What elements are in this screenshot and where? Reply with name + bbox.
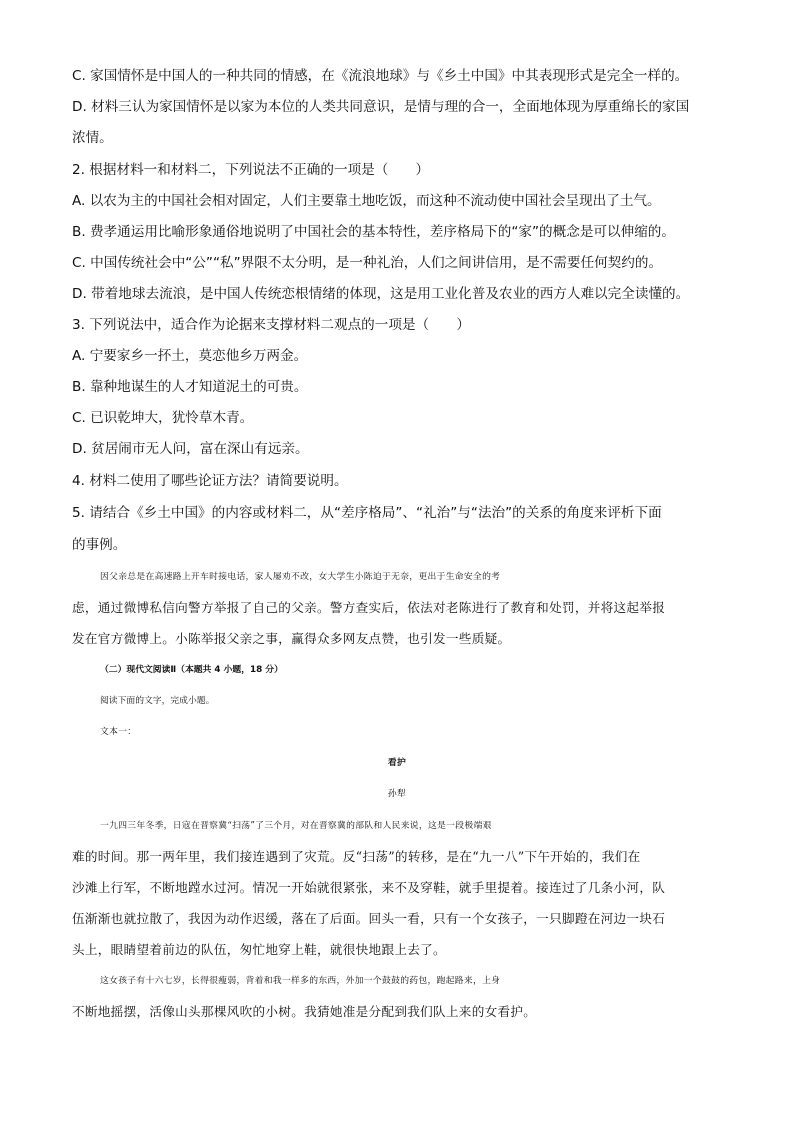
q2-option-d: D. 带着地球去流浪，是中国人传统恋根情绪的体现，这是用工业化普及农业的西方人难以完全读懂的。: [72, 286, 690, 302]
case-paragraph-line: 因父亲总是在高速路上开车时接电话，家人屡劝不改，女大学生小陈迫于无奈，更出于生命安全的考: [100, 572, 501, 582]
q1-option-d-cont: 浓情。: [72, 130, 113, 146]
case-paragraph-line: 发在官方微博上。小陈举报父亲之事，赢得众多网友点赞，也引发一些质疑。: [72, 631, 511, 646]
q3-stem: 3. 下列说法中，适合作为论据来支撑材料二观点的一项是（ ）: [72, 317, 470, 333]
article-paragraph-line: 难的时间。那一两年里，我们接连遇到了灾荒。反“扫荡”的转移，是在“九一八”下午开始的，我们在: [72, 849, 641, 864]
article-paragraph-line: 不断地摇摆，活像山头那棵风吹的小树。我猜她准是分配到我们队上来的女看护。: [72, 1004, 537, 1019]
article-author: 孙犁: [387, 789, 407, 799]
section-heading: （二）现代文阅读Ⅱ（本题共 4 小题，18 分）: [100, 665, 283, 675]
q1-option-d: D. 材料三认为家国情怀是以家为本位的人类共同意识，是情与理的合一，全面地体现为厚重绵长的家国: [72, 99, 690, 115]
article-paragraph-line: 伍渐渐也就拉散了，我因为动作迟缓，落在了后面。回头一看，只有一个女孩子，一只脚蹬在河边一块石: [72, 911, 666, 926]
section-instruction: 阅读下面的文字，完成小题。: [100, 696, 215, 706]
article-paragraph-line: 沙滩上行军，不断地蹚水过河。情况一开始就很紧张，来不及穿鞋，就手里提着。接连过了几条小河，队: [72, 880, 666, 895]
q2-option-a: A. 以农为主的中国社会相对固定，人们主要靠土地吃饭，而这种不流动使中国社会呈现出了土气。: [72, 193, 661, 209]
q5-stem-cont: 的事例。: [72, 537, 127, 553]
case-paragraph-line: 虑，通过微博私信向警方举报了自己的父亲。警方查实后，依法对老陈进行了教育和处罚，并将这起举报: [72, 600, 666, 615]
q3-option-b: B. 靠种地谋生的人才知道泥土的可贵。: [72, 379, 308, 395]
article-paragraph-line: 头上，眼睛望着前边的队伍，匆忙地穿上鞋，就很快地跟上去了。: [72, 942, 446, 957]
article-title: 看护: [387, 758, 407, 768]
q2-stem: 2. 根据材料一和材料二，下列说法不正确的一项是（ ）: [72, 162, 430, 178]
q3-option-d: D. 贫居闹市无人问，富在深山有远亲。: [72, 441, 309, 457]
q3-option-a: A. 宁要家乡一抔土，莫恋他乡万两金。: [72, 348, 308, 364]
article-paragraph-line: 一九四三年冬季，日寇在晋察冀“扫荡”了三个月，对在晋察冀的部队和人民来说，这是一段极端艰: [100, 821, 492, 831]
q2-option-c: C. 中国传统社会中“公”“私”界限不太分明，是一种礼治，人们之间讲信用，是不需要任何契约的。: [72, 255, 663, 271]
q5-stem: 5. 请结合《乡土中国》的内容或材料二，从“差序格局”、“礼治”与“法治”的关系的角度来评析下面: [72, 505, 662, 521]
q3-option-c: C. 已识乾坤大，犹怜草木青。: [72, 410, 254, 426]
text-label: 文本一：: [100, 727, 137, 737]
article-paragraph-line: 这女孩子有十六七岁，长得很瘦弱，背着和我一样多的东西，外加一个鼓鼓的药包，跑起路来，上身: [100, 976, 501, 986]
q4-stem: 4. 材料二使用了哪些论证方法？请简要说明。: [72, 473, 348, 489]
q1-option-c: C. 家国情怀是中国人的一种共同的情感，在《流浪地球》与《乡土中国》中其表现形式是完全一样的。: [72, 68, 689, 84]
q2-option-b: B. 费孝通运用比喻形象通俗地说明了中国社会的基本特性，差序格局下的“家”的概念是可以伸缩的。: [72, 224, 675, 240]
